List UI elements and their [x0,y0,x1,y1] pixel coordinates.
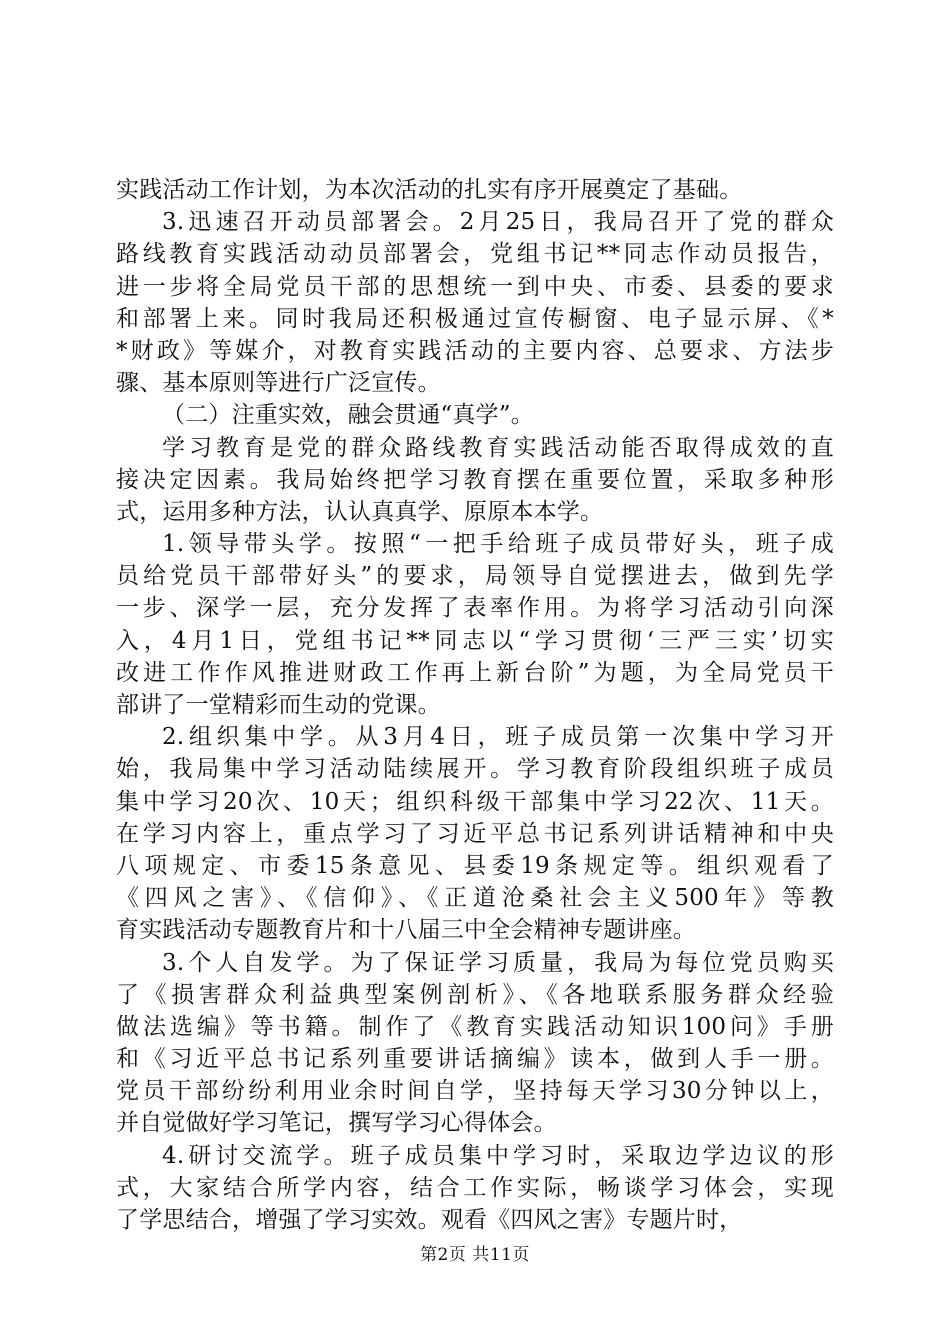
paragraph-line: 骤、基本原则等进行广泛宣传。 [116,370,441,397]
paragraph-line: 和部署上来。同时我局还积极通过宣传橱窗、电子显示屏、《* [116,305,834,332]
paragraph-line: （二）注重实效，融会贯通“真学”。 [162,402,534,429]
paragraph-line: 做法选编》等书籍。制作了《教育实践活动知识100问》手册 [116,1013,834,1040]
paragraph-line: *财政》等媒介，对教育实践活动的主要内容、总要求、方法步 [116,337,834,364]
document-body [116,174,834,1236]
paragraph-line: 式，大家结合所学内容，结合工作实际，畅谈学习体会，实现 [116,1174,834,1201]
page-footer: 第2页 共11页 [420,1245,530,1265]
paragraph-line: 接决定因素。我局始终把学习教育摆在重要位置，采取多种形 [116,466,834,493]
paragraph-line: 育实践活动专题教育片和十八届三中全会精神专题讲座。 [116,917,696,944]
paragraph-line: 《四风之害》、《信仰》、《正道沧桑社会主义500年》等教 [116,885,834,912]
paragraph-line: 入，4月1日，党组书记**同志以“学习贯彻‘三严三实’切实 [116,627,834,654]
paragraph-line: 学习教育是党的群众路线教育实践活动能否取得成效的直 [162,434,834,461]
paragraph-line: 路线教育实践活动动员部署会，党组书记**同志作动员报告， [116,241,834,268]
paragraph-line: 在学习内容上，重点学习了习近平总书记系列讲话精神和中央 [116,820,834,847]
paragraph-line: 和《习近平总书记系列重要讲话摘编》读本，做到人手一册。 [116,1046,834,1073]
paragraph-line: 并自觉做好学习笔记，撰写学习心得体会。 [116,1110,557,1137]
paragraph-line: 部讲了一堂精彩而生动的党课。 [116,692,441,718]
paragraph-line: 式，运用多种方法，认认真真学、原原本本学。 [116,498,604,525]
paragraph-line: 3.迅速召开动员部署会。2月25日，我局召开了党的群众 [162,209,834,236]
paragraph-line: 党员干部纷纷利用业余时间自学，坚持每天学习30分钟以上， [116,1078,834,1105]
paragraph-line: 实践活动工作计划，为本次活动的扎实有序开展奠定了基础。 [116,177,743,203]
paragraph-line: 始，我局集中学习活动陆续展开。学习教育阶段组织班子成员 [116,756,834,783]
paragraph-line: 进一步将全局党员干部的思想统一到中央、市委、县委的要求 [116,273,834,300]
paragraph-line: 了《损害群众利益典型案例剖析》、《各地联系服务群众经验 [116,981,834,1008]
paragraph-line: 改进工作作风推进财政工作再上新台阶”为题，为全局党员干 [116,659,834,686]
paragraph-line: 八项规定、市委15条意见、县委19条规定等。组织观看了 [116,852,834,879]
paragraph-line: 员给党员干部带好头”的要求，局领导自觉摆进去，做到先学 [116,563,834,590]
paragraph-line: 1.领导带头学。按照“一把手给班子成员带好头，班子成 [162,531,834,558]
paragraph-line: 3.个人自发学。为了保证学习质量，我局为每位党员购买 [162,949,834,976]
paragraph-line: 一步、深学一层，充分发挥了表率作用。为将学习活动引向深 [116,595,834,622]
paragraph-line: 了学思结合，增强了学习实效。观看《四风之害》专题片时， [116,1207,743,1233]
paragraph-line: 2.组织集中学。从3月4日，班子成员第一次集中学习开 [162,724,834,751]
paragraph-line: 集中学习20次、10天；组织科级干部集中学习22次、11天。 [116,788,834,815]
paragraph-line: 4.研讨交流学。班子成员集中学习时，采取边学边议的形 [162,1142,834,1169]
